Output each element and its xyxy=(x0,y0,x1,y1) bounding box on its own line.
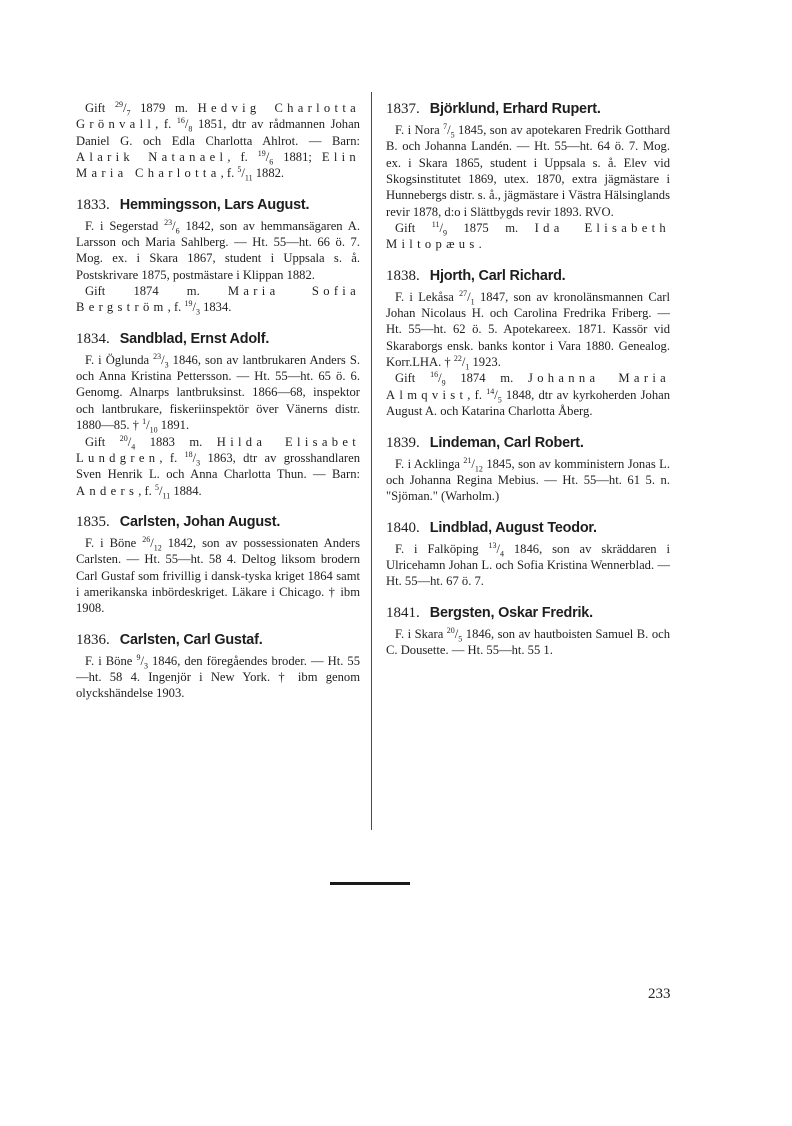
text-segment: 21 xyxy=(463,455,472,465)
text-segment: / xyxy=(158,483,163,498)
text-segment: F. i Lekåsa xyxy=(395,289,460,304)
text-segment: / xyxy=(461,355,466,370)
text-segment: 12 xyxy=(153,543,162,553)
text-segment: / xyxy=(146,418,150,433)
text-segment: 9 xyxy=(441,378,446,388)
text-segment: 9 xyxy=(443,228,447,238)
text-segment: 1842, son av possessionaten Anders Carlsten. — Ht. 55—ht. 58 4. Deltog liksom brodern Carl Gustaf som frivillig i dansk-tyska kriget 1864 samt i amerikanska inbördeskriget. Läkare i Chicago. † ibm 1908. xyxy=(76,535,360,616)
text-segment: 1846, son av skräddaren i Ulricehamn Johan L. och Sofia Kristina Wennerblad. — Ht. 55—ht. 67 ö. 7. xyxy=(386,541,670,589)
text-segment: 4 xyxy=(131,442,136,452)
spaced-name: Hilda Elisabet Lundgren xyxy=(76,434,361,465)
entry-name: Bergsten, Oskar Fredrik. xyxy=(429,604,593,621)
text-segment: 11 xyxy=(431,219,440,229)
spaced-name: Hedvig Charlotta Grönvall xyxy=(76,101,361,132)
entry-name: Hjorth, Carl Richard. xyxy=(429,267,566,284)
text-segment: / xyxy=(161,352,165,367)
entry-name: Lindblad, August Teodor. xyxy=(429,519,597,536)
entry-paragraph xyxy=(386,626,670,659)
text-segment: 14 xyxy=(486,386,495,396)
text-segment: 16 xyxy=(176,116,185,126)
text-segment: 1847, son av kronolänsmannen Carl Johan Nicolaus H. och Carolina Fredrika Friberg. — Ht. 55—ht. 62 ö. 5. Apotekareex. 1871. Kassör vid Skaraborgs ensk. banks kontor i Vara 1880. Genealog. Korr.LHA. † xyxy=(386,289,670,370)
text-segment: 1863, dtr av grosshandlaren Sven Henrik L. och Anna Charlotta Thun. — Barn: xyxy=(76,450,360,482)
text-segment: 6 xyxy=(269,157,274,167)
text-segment: / xyxy=(447,123,451,137)
entry-heading xyxy=(386,100,670,119)
text-segment: 13 xyxy=(488,540,497,550)
text-segment: 12 xyxy=(474,464,483,474)
text-segment: / xyxy=(496,541,500,556)
text-segment: / xyxy=(127,434,132,449)
text-segment: 8 xyxy=(188,124,193,134)
entry-name: Carlsten, Johan August. xyxy=(119,513,281,530)
text-segment: 6 xyxy=(175,226,180,236)
text-segment: , f. xyxy=(155,117,177,132)
text-segment: 27 xyxy=(459,288,468,298)
text-segment: / xyxy=(184,117,189,132)
register-entry xyxy=(386,267,670,420)
text-segment: Gift xyxy=(85,434,120,449)
spaced-name: Anders xyxy=(76,483,139,498)
register-entry xyxy=(76,100,360,182)
text-segment: 1874 m. xyxy=(445,371,528,386)
text-segment: 1846, son av lantbrukaren Anders S. och Anna Kristina Pettersson. — Ht. 55—ht. 65 ö. 6. Genomg. Alnarps lantbruksinst. 1866—68, inspektor och lantbrukare, fiskeriinspektör över Vänerns distr. 1880—85. † xyxy=(76,352,361,433)
text-segment: F. i Öglunda xyxy=(85,352,154,367)
text-segment: 11 xyxy=(162,491,171,501)
text-segment: F. i Skara xyxy=(395,626,447,641)
text-segment: 3 xyxy=(195,307,200,317)
text-segment: 19 xyxy=(257,148,266,158)
text-segment: / xyxy=(439,221,443,236)
text-segment: / xyxy=(192,300,196,315)
text-segment: F. i Böne xyxy=(85,653,137,668)
text-segment: Gift 1874 m. xyxy=(85,284,228,299)
text-segment: / xyxy=(140,653,144,668)
page-number: 233 xyxy=(648,986,671,1002)
text-segment: 1 xyxy=(142,416,147,426)
entry-number: 1836. xyxy=(76,631,110,648)
entry-heading xyxy=(386,519,670,538)
entry-heading xyxy=(386,267,670,286)
spaced-name: Ida Elisabeth Miltopæus xyxy=(386,221,671,252)
entry-heading xyxy=(386,604,670,623)
text-segment: 3 xyxy=(196,458,201,468)
entry-number: 1839. xyxy=(386,434,420,451)
text-segment: 7 xyxy=(443,121,448,131)
text-segment: 5 xyxy=(154,482,159,492)
text-segment: 20 xyxy=(446,625,455,635)
entry-paragraph xyxy=(76,352,360,434)
text-segment: 3 xyxy=(164,360,169,370)
text-segment: / xyxy=(265,150,270,165)
text-segment: 1879 m. xyxy=(130,101,198,115)
text-segment: / xyxy=(241,166,245,181)
text-segment: 1875 m. xyxy=(447,221,535,236)
entry-paragraph xyxy=(386,456,670,505)
text-segment: 1842, son av hemmansägaren A. Larsson och Maria Sahlberg. — Ht. 55—ht. 66 ö. 7. Mog. ex. i Skara 1867, student i Uppsala s. å. Postskrivare 1875, postmästare i Klippan 1882. xyxy=(76,218,360,282)
entry-paragraph xyxy=(76,100,360,182)
text-segment: 5 xyxy=(497,395,502,405)
entry-paragraph xyxy=(76,535,360,617)
text-segment: 1845, son av komministern Jonas L. och Johanna Regina Mebius. — Ht. 55—ht. 61 5. n. "Sjöman." (Warholm.) xyxy=(386,456,670,504)
end-rule xyxy=(330,882,410,885)
register-entry xyxy=(386,519,670,590)
entry-number: 1838. xyxy=(386,267,420,284)
text-segment: F. i Falköping xyxy=(395,541,489,556)
entry-number: 1835. xyxy=(76,513,110,530)
entry-paragraph xyxy=(76,283,360,316)
entry-number: 1833. xyxy=(76,196,110,213)
entry-name: Lindeman, Carl Robert. xyxy=(429,434,584,451)
entry-number: 1840. xyxy=(386,519,420,536)
text-segment: 5 xyxy=(458,634,463,644)
text-segment: F. i Böne xyxy=(85,535,143,550)
entry-name: Björklund, Erhard Rupert. xyxy=(429,101,601,117)
entry-paragraph xyxy=(386,220,670,253)
text-segment: Gift xyxy=(85,101,115,115)
text-segment: / xyxy=(467,289,471,304)
text-segment: 7 xyxy=(126,108,131,118)
text-segment: / xyxy=(122,101,127,115)
text-segment: 1851, dtr av rådmannen Johan Daniel G. och Edla Charlotta Ahlrot. — Barn: xyxy=(76,117,360,148)
entry-number: 1841. xyxy=(386,604,420,621)
text-segment: , f. xyxy=(167,300,185,315)
text-segment: F. i Segerstad xyxy=(85,218,165,233)
text-segment: / xyxy=(471,456,475,471)
text-segment: , f. xyxy=(220,166,238,181)
text-segment: / xyxy=(172,218,176,233)
entry-paragraph xyxy=(386,370,670,419)
text-segment: 9 xyxy=(136,652,141,662)
entry-paragraph xyxy=(386,541,670,590)
spaced-name: Alarik Natanael xyxy=(76,150,228,165)
text-segment: 22 xyxy=(453,353,462,363)
text-segment: , f. xyxy=(227,150,258,165)
entry-paragraph xyxy=(76,218,360,283)
entry-paragraph xyxy=(386,122,670,220)
text-segment: 1923. xyxy=(469,355,501,370)
text-segment: , f. xyxy=(467,387,487,402)
text-segment: . xyxy=(478,237,482,252)
spaced-name: Johanna Maria Almqvist xyxy=(386,371,671,402)
register-entry xyxy=(76,196,360,316)
register-entry xyxy=(386,604,670,659)
entry-heading xyxy=(76,330,360,349)
text-segment: 1881; xyxy=(273,150,322,165)
entry-number: 1834. xyxy=(76,330,110,347)
left-column xyxy=(76,96,360,702)
text-segment: 26 xyxy=(142,534,151,544)
register-entry xyxy=(386,434,670,505)
column-divider xyxy=(371,92,372,830)
entry-paragraph xyxy=(76,653,360,702)
text-segment: 1846, son av hautboisten Samuel B. och C. Dousette. — Ht. 55—ht. 55 1. xyxy=(386,626,671,657)
text-segment: / xyxy=(454,626,459,641)
text-segment: 1834. xyxy=(199,300,232,315)
text-segment: 1 xyxy=(470,297,475,307)
entry-number: 1837. xyxy=(386,101,420,117)
text-segment: 1891. xyxy=(157,418,190,433)
text-segment: 1 xyxy=(465,362,470,372)
entry-paragraph xyxy=(76,434,360,499)
register-entry xyxy=(386,100,670,253)
text-segment: 1848, dtr av kyrkoherden Johan August A. och Katarina Charlotta Åberg. xyxy=(386,387,671,419)
text-segment: 16 xyxy=(430,370,439,380)
text-segment: 5 xyxy=(450,130,455,140)
register-entry xyxy=(76,513,360,617)
entry-heading xyxy=(76,631,360,650)
text-segment: 3 xyxy=(143,661,148,671)
text-segment: , f. xyxy=(138,483,155,498)
entry-name: Carlsten, Carl Gustaf. xyxy=(119,631,263,648)
text-segment: 23 xyxy=(153,351,162,361)
text-segment: 1882. xyxy=(252,166,285,181)
register-entry xyxy=(76,330,360,499)
spaced-name: Elin Maria Charlotta xyxy=(76,150,361,181)
right-column xyxy=(386,96,670,658)
text-segment: F. i Acklinga xyxy=(395,456,464,471)
text-segment: 20 xyxy=(119,433,128,443)
text-segment: 1883 m. xyxy=(135,434,217,449)
text-segment: Gift xyxy=(395,371,431,386)
entry-name: Hemmingsson, Lars August. xyxy=(119,196,310,213)
entry-name: Sandblad, Ernst Adolf. xyxy=(119,330,270,347)
text-segment: 1846, den föregåendes broder. — Ht. 55—ht. 58 4. Ingenjör i New York. † ibm genom olyckshändelse 1903. xyxy=(76,653,361,701)
text-segment: 4 xyxy=(499,549,504,559)
text-segment: 5 xyxy=(237,165,242,175)
spaced-name: Maria Sofia Bergström xyxy=(76,284,360,315)
entry-paragraph xyxy=(386,289,670,371)
text-segment: F. i Nora xyxy=(395,123,444,137)
text-segment: 11 xyxy=(244,173,253,183)
text-segment: / xyxy=(494,387,498,402)
text-segment: 18 xyxy=(184,449,193,459)
text-segment: 1845, son av apotekaren Fredrik Gotthard B. och Johanna Landén. — Ht. 55—ht. 64 ö. 7. Mog. ex. i Skara 1865, student i Uppsala s. å. Elev vid Skogsinstitutet 1869, utex. 1870, extra jägmästare i Hunnebergs distr. s. å., jägmästare i Västra Hälsinglands revir 1878, d:o i Slättbygds revir 1893. RVO. xyxy=(386,123,670,219)
text-segment: 29 xyxy=(114,99,123,109)
text-segment: / xyxy=(150,535,154,550)
entry-heading xyxy=(386,434,670,453)
text-segment: 23 xyxy=(164,217,173,227)
text-segment: 1884. xyxy=(170,483,202,498)
text-segment: , f. xyxy=(159,450,185,465)
entry-heading xyxy=(76,196,360,215)
text-segment: 19 xyxy=(184,299,193,309)
register-entry xyxy=(76,631,360,702)
text-segment: Gift xyxy=(395,221,432,236)
entry-heading xyxy=(76,513,360,532)
text-segment: / xyxy=(192,450,197,465)
text-segment: / xyxy=(438,371,442,386)
text-segment: 10 xyxy=(149,425,158,435)
